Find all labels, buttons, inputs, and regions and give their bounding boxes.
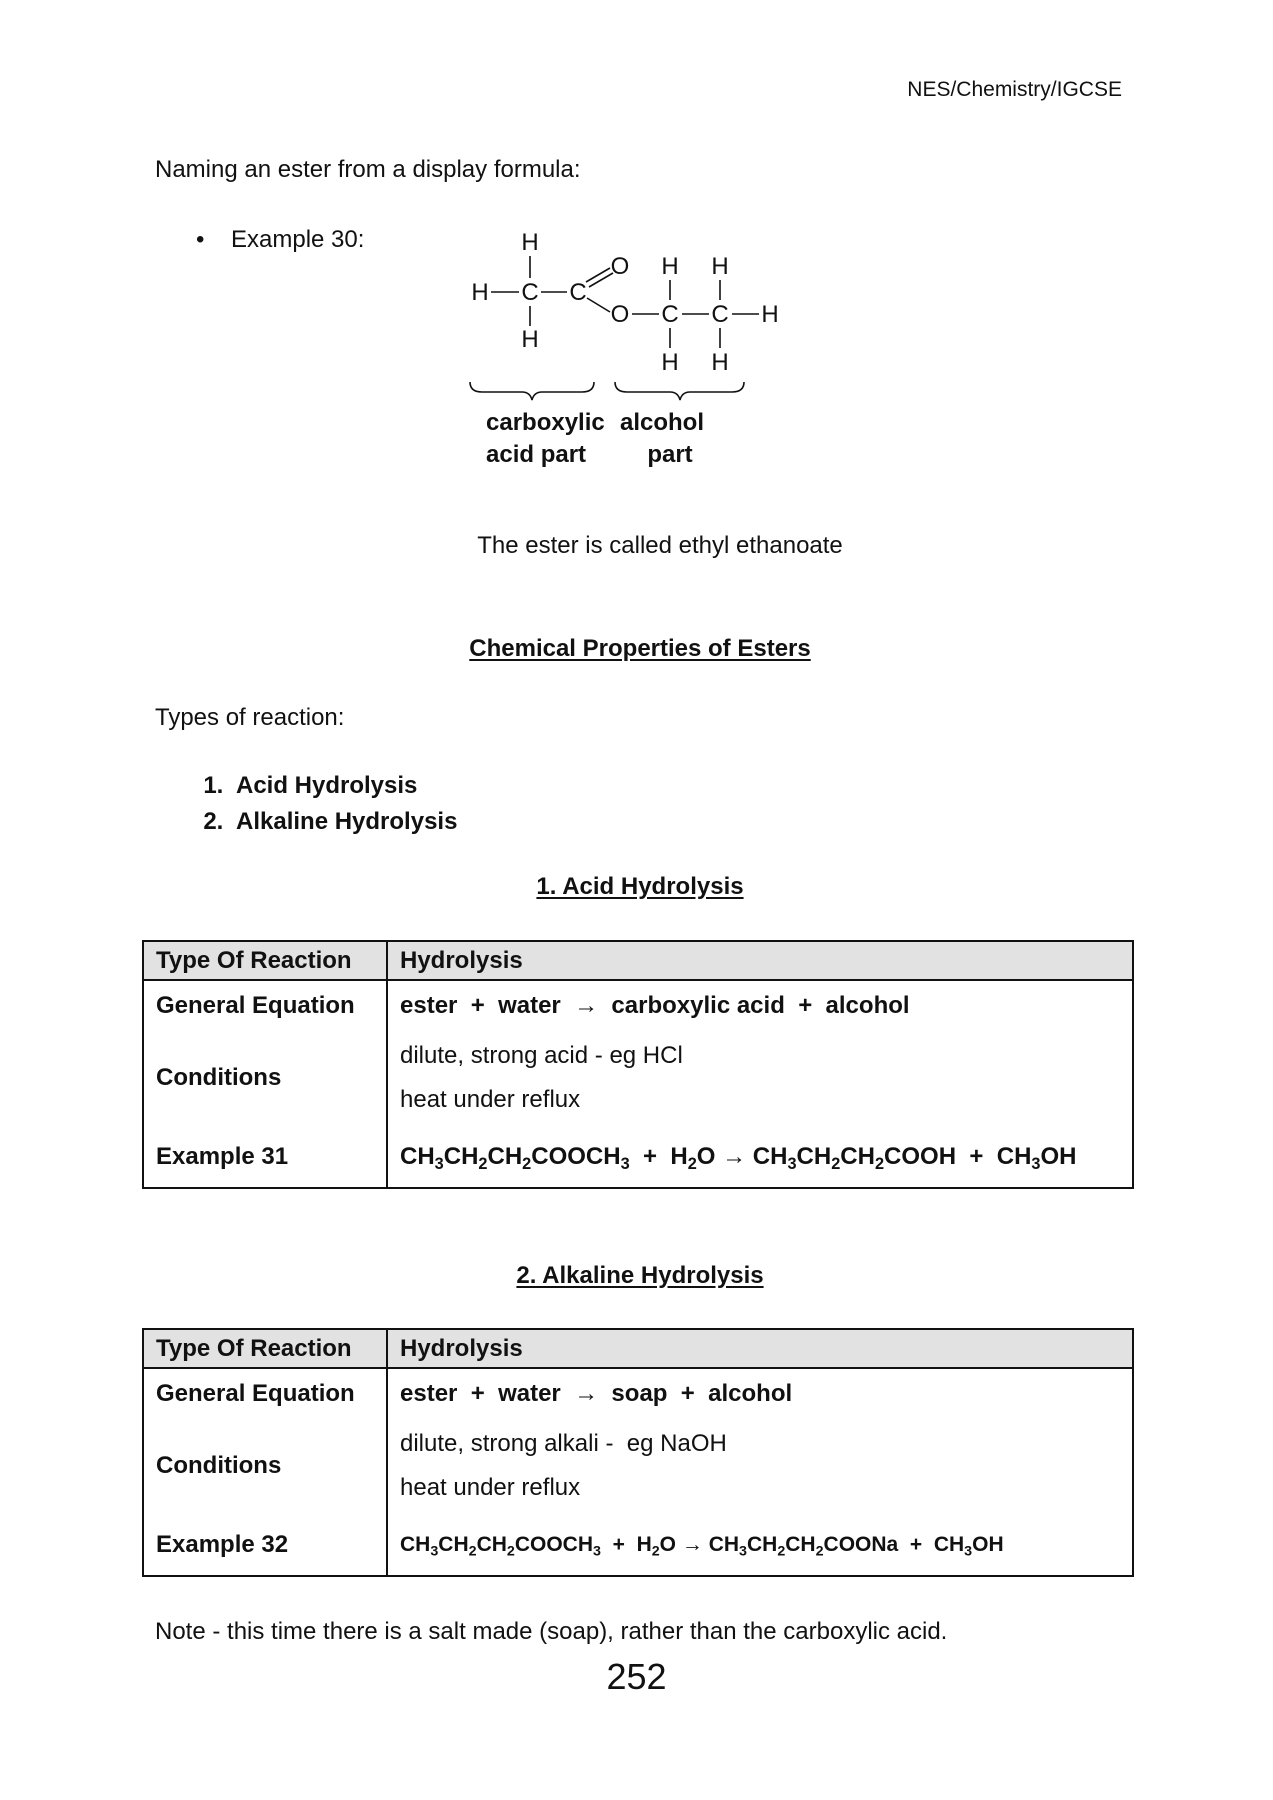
atom-h-top: H [521, 229, 539, 256]
atom-c4: C [711, 301, 729, 328]
types-intro: Types of reaction: [155, 704, 345, 731]
cell-general-label: General Equation [143, 980, 387, 1030]
running-header: NES/Chemistry/IGCSE [907, 78, 1122, 101]
table-row [143, 1514, 1133, 1576]
atom-h-c3-bottom: H [661, 349, 679, 376]
types-list-item: 1. Acid Hydrolysis [230, 768, 457, 804]
acid-hydrolysis-table [142, 940, 1134, 1189]
acid-hydrolysis-title: 1. Acid Hydrolysis [536, 873, 744, 900]
table-row [143, 1368, 1133, 1418]
conditions-line: heat under reflux [400, 1086, 581, 1113]
cell-general-equation: ester + water → soap + alcohol [387, 1368, 1133, 1418]
table-row [143, 1030, 1133, 1126]
alkaline-hydrolysis-table [142, 1328, 1134, 1577]
cell-type-label: Type Of Reaction [143, 941, 387, 980]
atom-o-double: O [610, 253, 630, 280]
section-title: Chemical Properties of Esters [469, 635, 811, 662]
intro-heading: Naming an ester from a display formula: [155, 156, 581, 183]
atom-c1: C [521, 279, 539, 306]
table-row [143, 941, 1133, 980]
example-30-label: Example 30: [231, 226, 365, 253]
cell-type-value: Hydrolysis [387, 1329, 1133, 1368]
bullet: • [196, 226, 205, 253]
alkaline-hydrolysis-title: 2. Alkaline Hydrolysis [516, 1262, 764, 1289]
ester-displayed-formula [460, 222, 800, 482]
atom-h-bottom: H [521, 326, 539, 353]
types-list-item: 2. Alkaline Hydrolysis [230, 804, 457, 840]
atom-h-c4-bottom: H [711, 349, 729, 376]
table-row [143, 1126, 1133, 1188]
atom-h-right: H [761, 301, 779, 328]
label-acid-line2: acid part [486, 441, 587, 468]
cell-general-label: General Equation [143, 1368, 387, 1418]
table-row [143, 980, 1133, 1030]
label-acid-line1: carboxylic [486, 409, 605, 436]
atom-h-left: H [471, 279, 489, 306]
cell-example-label: Example 32 [143, 1514, 387, 1576]
cell-example-label: Example 31 [143, 1126, 387, 1188]
atom-o-single: O [610, 301, 630, 328]
types-list [150, 768, 457, 840]
cell-conditions-label: Conditions [143, 1030, 387, 1126]
table-row [143, 1418, 1133, 1514]
atom-c2: C [569, 279, 587, 306]
cell-type-value: Hydrolysis [387, 941, 1133, 980]
cell-type-label: Type Of Reaction [143, 1329, 387, 1368]
atom-h-c4-top: H [711, 253, 729, 280]
table-row [143, 1329, 1133, 1368]
conditions-line: dilute, strong acid - eg HCl [400, 1042, 683, 1069]
atom-c3: C [661, 301, 679, 328]
atom-h-c3-top: H [661, 253, 679, 280]
cell-example-equation: $CH_3CH_2CH_2COOCH_3 + H_2O$ → $CH_3CH_2CH_2COOH + CH_3OH$ [387, 1126, 1133, 1188]
page-number: 252 [606, 1656, 667, 1697]
label-alcohol-line2: part [647, 441, 693, 468]
cell-conditions [387, 1030, 1133, 1126]
cell-general-equation: ester + water → carboxylic acid + alcohol [387, 980, 1133, 1030]
cell-conditions-label: Conditions [143, 1418, 387, 1514]
conditions-line: heat under reflux [400, 1474, 581, 1501]
label-alcohol-line1: alcohol [619, 409, 705, 436]
conditions-line: dilute, strong alkali - eg NaOH [400, 1430, 727, 1457]
ester-name-sentence: The ester is called ethyl ethanoate [477, 532, 843, 559]
note-text: Note - this time there is a salt made (soap), rather than the carboxylic acid. [155, 1618, 948, 1645]
cell-conditions [387, 1418, 1133, 1514]
cell-example-equation: $CH_3CH_2CH_2COOCH_3 + H_2O$ → $CH_3CH_2CH_2COONa + CH_3OH$ [387, 1514, 1133, 1576]
